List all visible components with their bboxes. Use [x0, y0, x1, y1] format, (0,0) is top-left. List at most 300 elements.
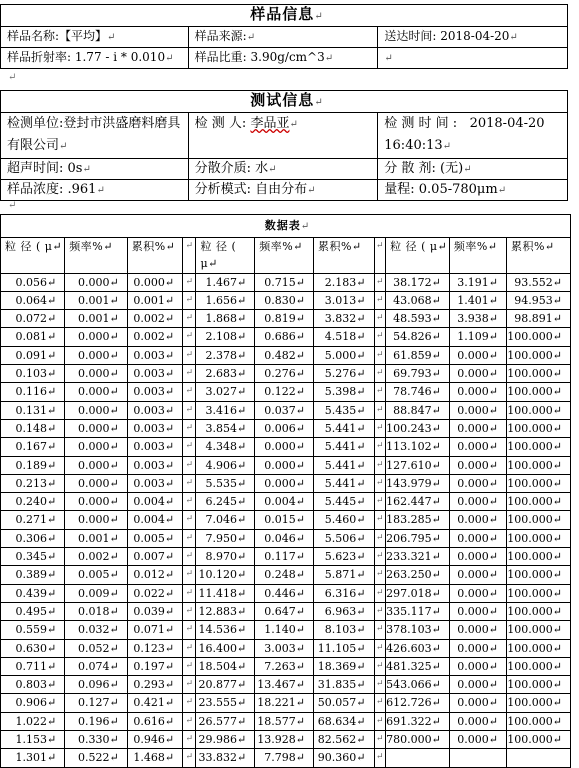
particle-size-cell: 127.610↵	[386, 456, 450, 474]
particle-size-cell: 1.153↵	[1, 731, 65, 749]
frequency-cell: 0.000↵	[65, 328, 127, 346]
cumulative-cell: 0.003↵	[127, 474, 182, 492]
cumulative-cell: 93.552↵	[506, 273, 570, 291]
particle-size-cell: 38.172↵	[386, 273, 450, 291]
sample-name: 样品名称:【平均】↵	[1, 27, 189, 48]
spacer-cell: ↵	[183, 383, 196, 401]
spacer-cell: ↵	[374, 493, 386, 511]
cumulative-cell: 100.000↵	[506, 602, 570, 620]
particle-size-cell: 143.979↵	[386, 474, 450, 492]
ultrasonic-time: 超声时间: 0s↵	[1, 159, 189, 180]
frequency-cell: 0.000↵	[255, 474, 314, 492]
frequency-cell: 18.577↵	[255, 712, 314, 730]
particle-size-cell: 0.240↵	[1, 493, 65, 511]
spacer-cell: ↵	[374, 749, 386, 767]
particle-size-cell: 16.400↵	[196, 639, 255, 657]
spacer-cell: ↵	[374, 456, 386, 474]
frequency-cell: 0.001↵	[65, 529, 127, 547]
frequency-cell: 0.196↵	[65, 712, 127, 730]
table-row	[1, 346, 571, 364]
particle-size-cell: 0.116↵	[1, 383, 65, 401]
particle-size-cell: 48.593↵	[386, 310, 450, 328]
particle-size-cell: 54.826↵	[386, 328, 450, 346]
dispersant: 分 散 剂: (无)↵	[378, 159, 568, 180]
table-row	[1, 383, 571, 401]
frequency-cell: 0.830↵	[255, 291, 314, 309]
frequency-cell: 18.221↵	[255, 694, 314, 712]
cumulative-cell: 1.468↵	[127, 749, 182, 767]
particle-size-cell: 1.022↵	[1, 712, 65, 730]
particle-size-cell: 0.056↵	[1, 273, 65, 291]
sample-density: 样品比重: 3.90g/cm^3↵	[188, 48, 378, 69]
cumulative-cell: 3.013↵	[313, 291, 374, 309]
cumulative-cell: 0.022↵	[127, 584, 182, 602]
frequency-cell: 0.000↵	[65, 273, 127, 291]
cumulative-cell: 5.506↵	[313, 529, 374, 547]
spacer-cell: ↵	[183, 621, 196, 639]
cumulative-cell: 5.441↵	[313, 419, 374, 437]
frequency-cell: 0.004↵	[255, 493, 314, 511]
frequency-cell: 0.000↵	[449, 584, 506, 602]
particle-size-cell: 23.555↵	[196, 694, 255, 712]
cumulative-cell: 0.002↵	[127, 328, 182, 346]
spacer-cell: ↵	[183, 346, 196, 364]
spacer-cell: ↵	[183, 694, 196, 712]
cumulative-header: 累积%↵	[506, 238, 570, 274]
cumulative-cell: 8.103↵	[313, 621, 374, 639]
particle-size-cell: 29.986↵	[196, 731, 255, 749]
particle-size-cell: 691.322↵	[386, 712, 450, 730]
spacer-cell: ↵	[183, 584, 196, 602]
spacer-cell: ↵	[183, 749, 196, 767]
cumulative-cell: 6.963↵	[313, 602, 374, 620]
table-row	[1, 694, 571, 712]
spacer-cell: ↵	[183, 511, 196, 529]
frequency-cell: 3.938↵	[449, 310, 506, 328]
cumulative-cell: 5.445↵	[313, 493, 374, 511]
cumulative-cell: 82.562↵	[313, 731, 374, 749]
particle-size-cell: 0.189↵	[1, 456, 65, 474]
frequency-cell: 0.000↵	[449, 419, 506, 437]
particle-size-cell: 481.325↵	[386, 657, 450, 675]
particle-size-cell: 162.447↵	[386, 493, 450, 511]
frequency-cell: 0.000↵	[65, 511, 127, 529]
table-row	[1, 273, 571, 291]
cumulative-cell: 5.000↵	[313, 346, 374, 364]
analysis-mode: 分析模式: 自由分布↵	[188, 180, 378, 201]
particle-size-cell: 3.416↵	[196, 401, 255, 419]
frequency-cell: 0.000↵	[449, 657, 506, 675]
cumulative-cell: 0.003↵	[127, 438, 182, 456]
particle-size-cell: 1.656↵	[196, 291, 255, 309]
frequency-header: 频率%↵	[255, 238, 314, 274]
table-row	[1, 621, 571, 639]
spacer-cell: ↵	[374, 401, 386, 419]
frequency-cell: 0.074↵	[65, 657, 127, 675]
dispersion-medium: 分散介质: 水↵	[188, 159, 378, 180]
particle-size-cell: 3.854↵	[196, 419, 255, 437]
frequency-cell: 0.000↵	[449, 566, 506, 584]
frequency-cell: 0.001↵	[65, 310, 127, 328]
particle-size-cell: 233.321↵	[386, 548, 450, 566]
table-row	[1, 310, 571, 328]
cumulative-cell: 0.293↵	[127, 676, 182, 694]
frequency-cell: 13.467↵	[255, 676, 314, 694]
spacer-cell: ↵	[374, 383, 386, 401]
particle-size-cell: 335.117↵	[386, 602, 450, 620]
cumulative-cell: 5.441↵	[313, 456, 374, 474]
frequency-cell: 0.015↵	[255, 511, 314, 529]
frequency-cell: 0.000↵	[65, 365, 127, 383]
sample-info-title: 样品信息↵	[1, 5, 568, 27]
spacer-cell: ↵	[183, 639, 196, 657]
particle-size-cell: 33.832↵	[196, 749, 255, 767]
particle-size-cell: 0.064↵	[1, 291, 65, 309]
table-row	[1, 291, 571, 309]
cumulative-cell: 0.000↵	[127, 273, 182, 291]
cumulative-cell: 5.276↵	[313, 365, 374, 383]
particle-size-cell: 61.859↵	[386, 346, 450, 364]
cumulative-cell: 5.441↵	[313, 438, 374, 456]
frequency-cell: 0.096↵	[65, 676, 127, 694]
frequency-cell: 0.000↵	[65, 456, 127, 474]
cumulative-cell: 0.039↵	[127, 602, 182, 620]
table-row	[1, 676, 571, 694]
particle-size-cell: 0.131↵	[1, 401, 65, 419]
frequency-cell: 3.003↵	[255, 639, 314, 657]
test-info-table	[0, 90, 568, 201]
spacer-cell: ↵	[374, 602, 386, 620]
spacer-cell: ↵	[374, 328, 386, 346]
cumulative-cell: 100.000↵	[506, 712, 570, 730]
table-row	[1, 584, 571, 602]
particle-size-cell: 7.950↵	[196, 529, 255, 547]
cumulative-cell: 6.316↵	[313, 584, 374, 602]
particle-size-cell: 5.535↵	[196, 474, 255, 492]
frequency-cell: 0.052↵	[65, 639, 127, 657]
particle-size-cell: 14.536↵	[196, 621, 255, 639]
frequency-cell: 0.000↵	[449, 731, 506, 749]
cumulative-cell: 0.123↵	[127, 639, 182, 657]
cumulative-cell: 0.071↵	[127, 621, 182, 639]
spacer-cell: ↵	[374, 639, 386, 657]
frequency-cell: 0.000↵	[449, 401, 506, 419]
cumulative-cell: 0.004↵	[127, 493, 182, 511]
cumulative-cell: 90.360↵	[313, 749, 374, 767]
cumulative-cell: 0.003↵	[127, 419, 182, 437]
particle-size-cell: 0.559↵	[1, 621, 65, 639]
table-row	[1, 456, 571, 474]
frequency-cell: 0.006↵	[255, 419, 314, 437]
particle-size-cell: 1.868↵	[196, 310, 255, 328]
cumulative-cell: 4.518↵	[313, 328, 374, 346]
table-header-row	[1, 238, 571, 274]
cumulative-cell: 100.000↵	[506, 676, 570, 694]
frequency-cell: 0.009↵	[65, 584, 127, 602]
particle-size-cell: 4.906↵	[196, 456, 255, 474]
cumulative-cell: 100.000↵	[506, 529, 570, 547]
particle-size-cell: 113.102↵	[386, 438, 450, 456]
test-info-title: 测试信息↵	[1, 91, 568, 113]
particle-size-cell: 7.046↵	[196, 511, 255, 529]
spacer-cell: ↵	[183, 456, 196, 474]
cumulative-cell: 0.421↵	[127, 694, 182, 712]
spacer-cell: ↵	[374, 566, 386, 584]
spacer-cell: ↵	[374, 238, 386, 274]
cumulative-cell: 100.000↵	[506, 401, 570, 419]
cumulative-cell: 5.460↵	[313, 511, 374, 529]
spacer-cell: ↵	[374, 694, 386, 712]
frequency-cell: 0.000↵	[449, 474, 506, 492]
table-row	[1, 548, 571, 566]
spacer-cell: ↵	[374, 291, 386, 309]
particle-size-cell: 0.345↵	[1, 548, 65, 566]
particle-size-cell: 4.348↵	[196, 438, 255, 456]
particle-size-cell: 26.577↵	[196, 712, 255, 730]
frequency-cell: 1.401↵	[449, 291, 506, 309]
frequency-cell: 0.127↵	[65, 694, 127, 712]
cumulative-cell: 100.000↵	[506, 657, 570, 675]
particle-size-cell: 2.108↵	[196, 328, 255, 346]
particle-size-cell: 0.439↵	[1, 584, 65, 602]
cumulative-cell: 100.000↵	[506, 383, 570, 401]
frequency-cell: 0.000↵	[65, 346, 127, 364]
table-row	[1, 657, 571, 675]
frequency-cell: 0.000↵	[255, 456, 314, 474]
table-row	[1, 419, 571, 437]
frequency-cell: 0.000↵	[449, 548, 506, 566]
cumulative-cell: 11.105↵	[313, 639, 374, 657]
particle-size-cell: 780.000↵	[386, 731, 450, 749]
cumulative-cell: 0.197↵	[127, 657, 182, 675]
spacer-cell: ↵	[183, 474, 196, 492]
table-row	[1, 602, 571, 620]
measurement-range: 量程: 0.05-780μm↵	[378, 180, 568, 201]
frequency-cell: 0.715↵	[255, 273, 314, 291]
particle-size-cell: 18.504↵	[196, 657, 255, 675]
frequency-cell: 0.647↵	[255, 602, 314, 620]
table-row	[1, 365, 571, 383]
particle-size-cell: 0.906↵	[1, 694, 65, 712]
frequency-cell: 0.482↵	[255, 346, 314, 364]
table-row	[1, 639, 571, 657]
table-row	[1, 438, 571, 456]
particle-size-cell: 3.027↵	[196, 383, 255, 401]
cumulative-cell: 2.183↵	[313, 273, 374, 291]
frequency-cell: 0.446↵	[255, 584, 314, 602]
particle-size-cell: 612.726↵	[386, 694, 450, 712]
cumulative-cell: 5.871↵	[313, 566, 374, 584]
inspector: 检 测 人: 李品亚↵	[188, 113, 378, 159]
particle-size-cell: 0.630↵	[1, 639, 65, 657]
spacer-cell: ↵	[183, 529, 196, 547]
frequency-cell: 0.046↵	[255, 529, 314, 547]
frequency-cell: 0.000↵	[65, 401, 127, 419]
spacer-cell: ↵	[183, 238, 196, 274]
frequency-cell: 0.000↵	[449, 694, 506, 712]
particle-size-cell: 6.245↵	[196, 493, 255, 511]
frequency-cell: 3.191↵	[449, 273, 506, 291]
particle-size-cell: 0.271↵	[1, 511, 65, 529]
particle-size-header: 粒 径 ( μ↵	[196, 238, 255, 274]
frequency-cell: 1.109↵	[449, 328, 506, 346]
particle-size-cell: 10.120↵	[196, 566, 255, 584]
particle-size-cell: 8.970↵	[196, 548, 255, 566]
cumulative-header: 累积%↵	[127, 238, 182, 274]
data-table-title: 数据表↵	[1, 215, 571, 238]
frequency-cell: 0.000↵	[449, 511, 506, 529]
spacer-cell: ↵	[183, 401, 196, 419]
frequency-cell: 0.037↵	[255, 401, 314, 419]
frequency-cell: 0.819↵	[255, 310, 314, 328]
test-unit: 检测单位:登封市洪盛磨料磨具有限公司↵	[1, 113, 189, 159]
frequency-cell	[449, 749, 506, 767]
cumulative-header: 累积%↵	[313, 238, 374, 274]
cumulative-cell: 100.000↵	[506, 566, 570, 584]
particle-size-cell: 0.306↵	[1, 529, 65, 547]
frequency-cell: 0.000↵	[65, 438, 127, 456]
table-row	[1, 401, 571, 419]
cumulative-cell: 0.003↵	[127, 383, 182, 401]
frequency-cell: 0.000↵	[449, 712, 506, 730]
empty-cell: ↵	[378, 48, 568, 69]
spacer-cell: ↵	[183, 731, 196, 749]
cumulative-cell: 100.000↵	[506, 639, 570, 657]
spacer-cell: ↵	[374, 621, 386, 639]
particle-size-cell: 0.148↵	[1, 419, 65, 437]
table-row	[1, 511, 571, 529]
cumulative-cell: 94.953↵	[506, 291, 570, 309]
table-row	[1, 712, 571, 730]
particle-size-cell: 0.389↵	[1, 566, 65, 584]
cumulative-cell: 100.000↵	[506, 511, 570, 529]
cumulative-cell: 100.000↵	[506, 694, 570, 712]
frequency-cell: 0.000↵	[449, 493, 506, 511]
spacer-cell: ↵	[183, 419, 196, 437]
frequency-cell: 0.000↵	[65, 383, 127, 401]
frequency-cell: 0.000↵	[449, 621, 506, 639]
cumulative-cell: 3.832↵	[313, 310, 374, 328]
frequency-cell: 0.000↵	[449, 676, 506, 694]
particle-size-cell: 100.243↵	[386, 419, 450, 437]
particle-size-cell: 183.285↵	[386, 511, 450, 529]
particle-size-cell: 0.091↵	[1, 346, 65, 364]
particle-size-cell: 0.213↵	[1, 474, 65, 492]
particle-size-header: 粒 径 ( μ↵	[386, 238, 450, 274]
frequency-cell: 0.000↵	[449, 639, 506, 657]
particle-size-cell: 297.018↵	[386, 584, 450, 602]
frequency-header: 频率%↵	[65, 238, 127, 274]
frequency-cell: 0.000↵	[65, 474, 127, 492]
cumulative-cell: 100.000↵	[506, 493, 570, 511]
particle-size-cell: 206.795↵	[386, 529, 450, 547]
cumulative-cell: 0.616↵	[127, 712, 182, 730]
cumulative-cell: 5.623↵	[313, 548, 374, 566]
table-row	[1, 328, 571, 346]
frequency-cell: 0.000↵	[449, 365, 506, 383]
particle-size-cell: 78.746↵	[386, 383, 450, 401]
cumulative-cell: 100.000↵	[506, 438, 570, 456]
cumulative-cell: 98.891↵	[506, 310, 570, 328]
frequency-cell: 0.000↵	[449, 346, 506, 364]
frequency-cell: 7.263↵	[255, 657, 314, 675]
particle-size-cell: 12.883↵	[196, 602, 255, 620]
frequency-cell: 0.000↵	[449, 602, 506, 620]
spacer-cell: ↵	[374, 474, 386, 492]
particle-size-cell: 0.072↵	[1, 310, 65, 328]
spacer-cell: ↵	[374, 657, 386, 675]
paragraph-mark: ↵	[8, 72, 17, 83]
cumulative-cell: 0.004↵	[127, 511, 182, 529]
cumulative-cell: 0.003↵	[127, 346, 182, 364]
test-time: 检 测 时 间 : 2018-04-20 16:40:13↵	[378, 113, 568, 159]
frequency-cell: 0.686↵	[255, 328, 314, 346]
spacer-cell: ↵	[183, 712, 196, 730]
frequency-cell: 0.000↵	[449, 383, 506, 401]
send-time: 送达时间: 2018-04-20↵	[378, 27, 568, 48]
particle-size-cell: 263.250↵	[386, 566, 450, 584]
spacer-cell: ↵	[374, 365, 386, 383]
particle-size-cell: 0.167↵	[1, 438, 65, 456]
particle-size-cell: 0.103↵	[1, 365, 65, 383]
data-table	[0, 214, 571, 768]
spacer-cell: ↵	[183, 657, 196, 675]
paragraph-mark: ↵	[8, 200, 17, 211]
sample-concentration: 样品浓度: .961↵	[1, 180, 189, 201]
table-row	[1, 493, 571, 511]
cumulative-cell: 31.835↵	[313, 676, 374, 694]
sample-info-table	[0, 4, 568, 69]
spacer-cell: ↵	[374, 529, 386, 547]
cumulative-cell: 0.002↵	[127, 310, 182, 328]
particle-size-cell	[386, 749, 450, 767]
particle-size-cell: 0.081↵	[1, 328, 65, 346]
spacer-cell: ↵	[183, 602, 196, 620]
spacer-cell: ↵	[374, 346, 386, 364]
cumulative-cell: 0.007↵	[127, 548, 182, 566]
cumulative-cell: 0.003↵	[127, 456, 182, 474]
frequency-cell: 0.000↵	[449, 456, 506, 474]
spacer-cell: ↵	[374, 712, 386, 730]
spacer-cell: ↵	[374, 731, 386, 749]
cumulative-cell: 100.000↵	[506, 346, 570, 364]
frequency-cell: 0.018↵	[65, 602, 127, 620]
refractive-index: 样品折射率: 1.77 - i * 0.010↵	[1, 48, 189, 69]
particle-size-cell: 0.711↵	[1, 657, 65, 675]
frequency-cell: 0.122↵	[255, 383, 314, 401]
frequency-cell: 0.000↵	[449, 438, 506, 456]
cumulative-cell: 0.012↵	[127, 566, 182, 584]
frequency-cell: 7.798↵	[255, 749, 314, 767]
frequency-cell: 1.140↵	[255, 621, 314, 639]
table-row	[1, 474, 571, 492]
spacer-cell: ↵	[374, 548, 386, 566]
cumulative-cell: 100.000↵	[506, 548, 570, 566]
sample-source: 样品来源:↵	[188, 27, 378, 48]
frequency-cell: 0.001↵	[65, 291, 127, 309]
frequency-cell: 0.002↵	[65, 548, 127, 566]
frequency-cell: 0.005↵	[65, 566, 127, 584]
spacer-cell: ↵	[374, 419, 386, 437]
particle-size-cell: 88.847↵	[386, 401, 450, 419]
cumulative-cell: 100.000↵	[506, 456, 570, 474]
table-row	[1, 529, 571, 547]
spacer-cell: ↵	[374, 438, 386, 456]
frequency-cell: 0.276↵	[255, 365, 314, 383]
cumulative-cell: 5.398↵	[313, 383, 374, 401]
cumulative-cell	[506, 749, 570, 767]
cumulative-cell: 0.003↵	[127, 401, 182, 419]
